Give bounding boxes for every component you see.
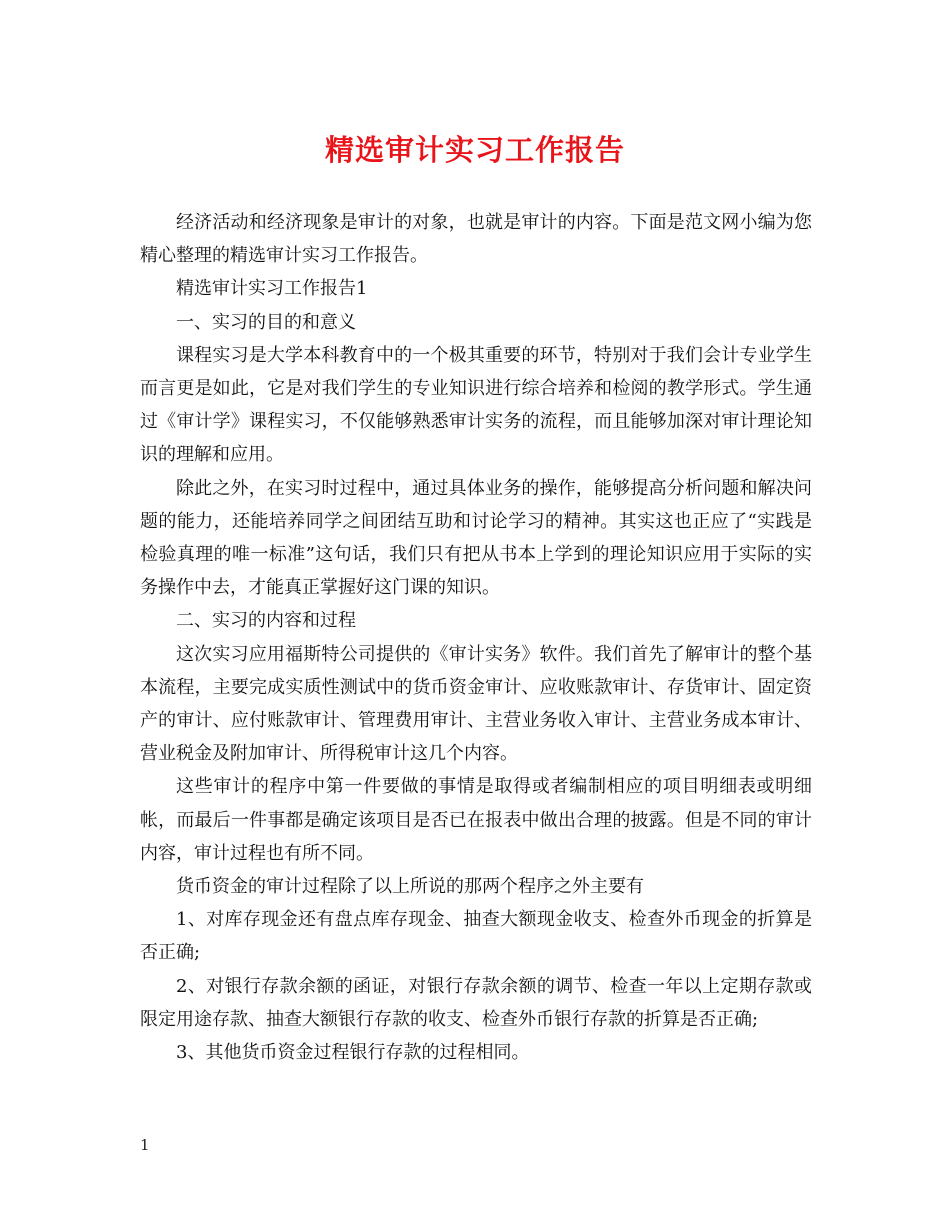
list-item-cash: 1、对库存现金还有盘点库存现金、抽查大额现金收支、检查外币现金的折算是否正确;: [140, 909, 812, 964]
paragraph-procedures: 这些审计的程序中第一件要做的事情是取得或者编制相应的项目明细表或明细帐，而最后一件事都是确定该项目是否已在报表中做出合理的披露。但是不同的审计内容，审计过程也有所不同。: [140, 776, 812, 864]
page-number: 1: [140, 1136, 150, 1154]
document-title: 精选审计实习工作报告: [324, 133, 625, 167]
paragraph-software: 这次实习应用福斯特公司提供的《审计实务》软件。我们首先了解审计的整个基本流程，主要完成实质性测试中的货币资金审计、应收账款审计、存货审计、固定资产的审计、应付账款审计、管理费用审计、主营业务收入审计、主营业务成本审计、营业税金及附加审计、所得税审计这几个内容。: [140, 643, 812, 765]
section-heading-purpose: 一、实习的目的和意义: [176, 311, 356, 333]
report-heading: 精选审计实习工作报告1: [176, 278, 368, 300]
list-item-other-funds: 3、其他货币资金过程银行存款的过程相同。: [176, 1042, 530, 1064]
paragraph-cash-audit: 货币资金的审计过程除了以上所说的那两个程序之外主要有: [176, 876, 644, 898]
paragraph-intro: 经济活动和经济现象是审计的对象，也就是审计的内容。下面是范文网小编为您精心整理的精选审计实习工作报告。: [140, 212, 812, 267]
paragraph-purpose: 课程实习是大学本科教育中的一个极其重要的环节，特别对于我们会计专业学生而言更是如此，它是对我们学生的专业知识进行综合培养和检阅的教学形式。学生通过《审计学》课程实习，不仅能够熟悉审计实务的流程，而且能够加深对审计理论知识的理解和应用。: [140, 344, 812, 466]
paragraph-abilities: 除此之外，在实习时过程中，通过具体业务的操作，能够提高分析问题和解决问题的能力，还能培养同学之间团结互助和讨论学习的精神。其实这也正应了“实践是检验真理的唯一标准”这句话，我们只有把从书本上学到的理论知识应用于实际的实务操作中去，才能真正掌握好这门课的知识。: [140, 477, 812, 599]
document-body: [140, 206, 812, 1069]
list-item-bank-deposit: 2、对银行存款余额的函证，对银行存款余额的调节、检查一年以上定期存款或限定用途存款、抽查大额银行存款的收支、检查外币银行存款的折算是否正确;: [140, 975, 812, 1030]
section-heading-content: 二、实习的内容和过程: [176, 610, 356, 632]
